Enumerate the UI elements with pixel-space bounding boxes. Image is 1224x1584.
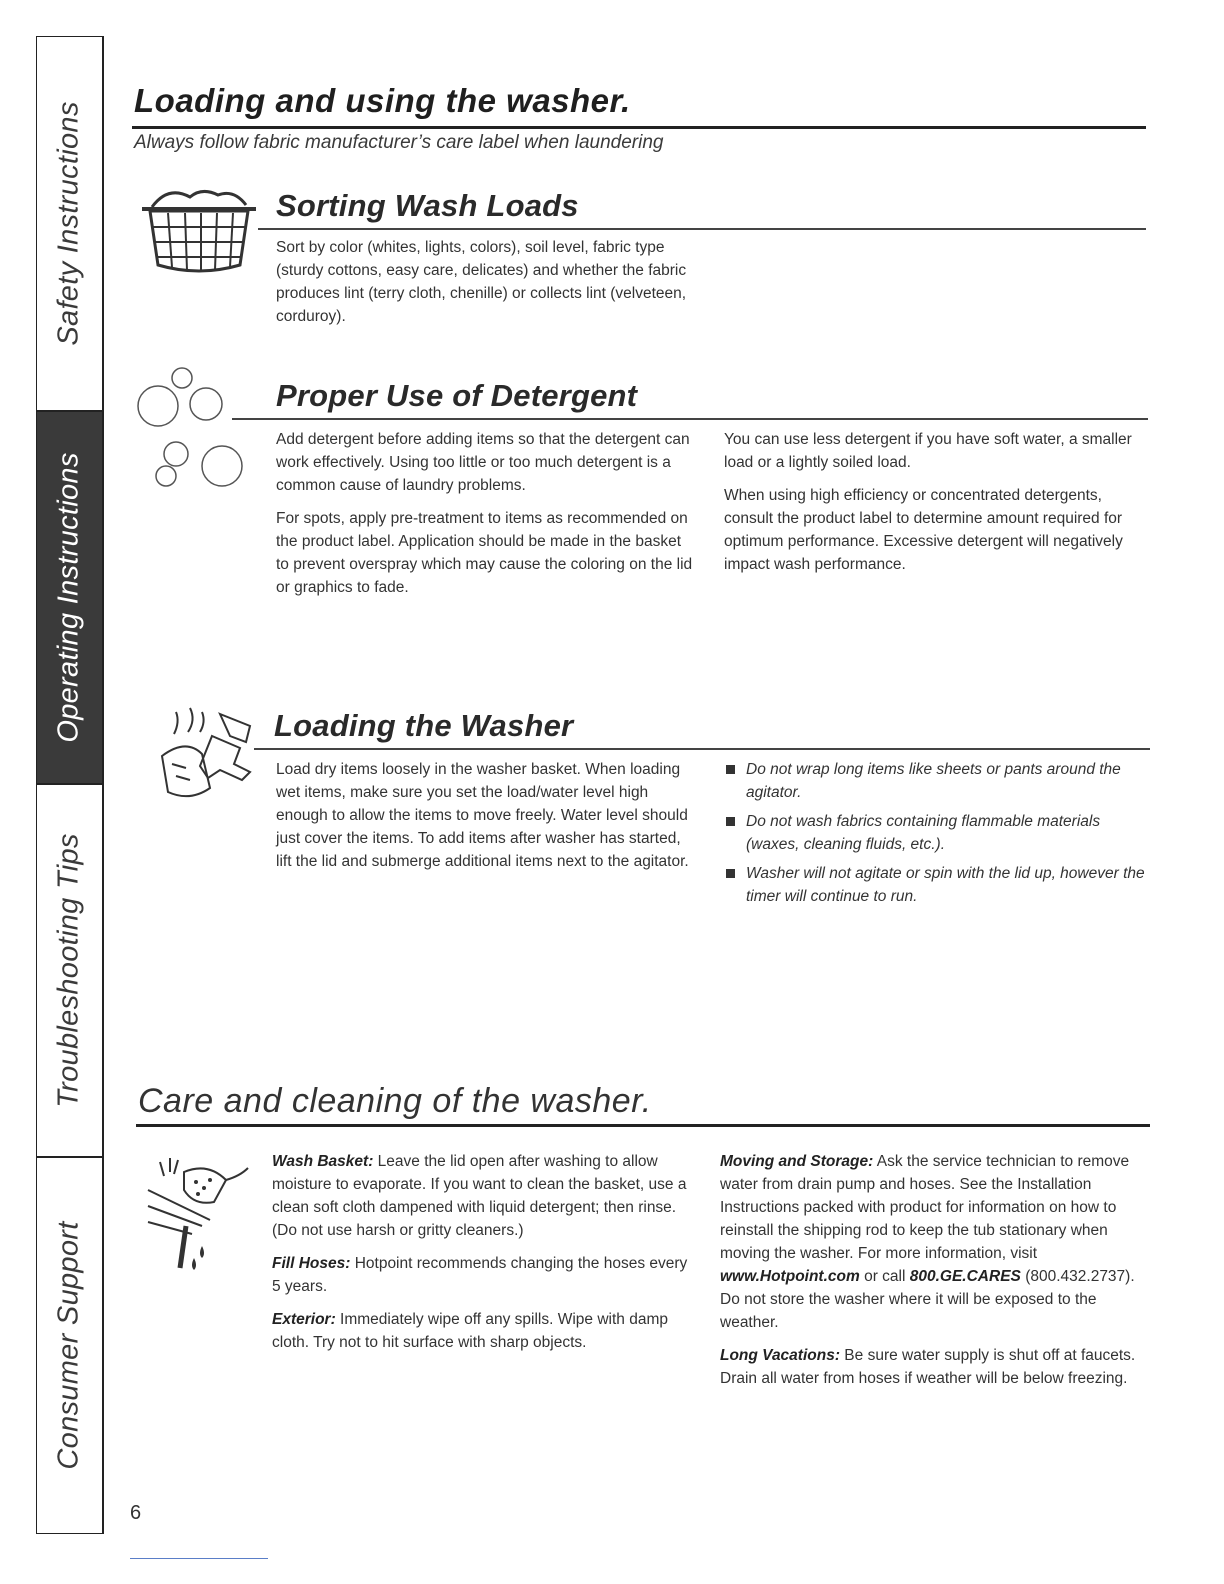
detergent-right-column: [724, 428, 1148, 586]
tab-label: Consumer Support: [53, 1221, 86, 1470]
sorting-text-block: [276, 236, 696, 338]
page-number: 6: [130, 1502, 142, 1524]
tab-consumer-support[interactable]: [36, 1157, 104, 1534]
moving-storage-label: Moving and Storage:: [720, 1153, 874, 1170]
section-heading-detergent: Proper Use of Detergent: [276, 378, 638, 413]
tab-operating-instructions[interactable]: [36, 411, 104, 784]
page-subtitle: Always follow fabric manufacturer’s care label when laundering: [134, 132, 664, 153]
exterior-paragraph: [272, 1308, 700, 1354]
exterior-label: Exterior:: [272, 1311, 336, 1328]
section-heading-loading: Loading the Washer: [274, 708, 574, 743]
wash-basket-text: Leave the lid open after washing to allow moisture to evaporate. If you want to clean the basket, use a clean soft cloth dampened with liquid detergent; then rinse. (Do not use harsh or gritty cleaners.): [272, 1153, 687, 1239]
section-rule: [232, 418, 1148, 420]
wash-basket-paragraph: [272, 1150, 700, 1242]
page-title: Loading and using the washer.: [134, 82, 631, 119]
detergent-left-column: [276, 428, 696, 609]
side-tab-nav: [36, 36, 106, 1534]
detergent-paragraph: For spots, apply pre-treatment to items as recommended on the product label. Application should be made in the basket to prevent overspray which may cause the coloring on the lid or graphics to fade.: [276, 510, 693, 596]
fill-hoses-text: Hotpoint recommends changing the hoses every 5 years.: [272, 1255, 688, 1295]
list-item: Do not wash fabrics containing flammable materials (waxes, cleaning fluids, etc.).: [724, 810, 1150, 856]
support-phone-number: 800.GE.CARES: [909, 1268, 1021, 1285]
cleaning-sponge-icon: [140, 1150, 260, 1270]
laundry-basket-icon: [138, 185, 260, 275]
detergent-paragraph: You can use less detergent if you have soft water, a smaller load or a lightly soiled load.: [724, 431, 1132, 471]
moving-storage-paragraph: [720, 1150, 1146, 1334]
long-vacations-text: Be sure water supply is shut off at faucets. Drain all water from hoses if weather will be below freezing.: [720, 1347, 1136, 1387]
wash-basket-label: Wash Basket:: [272, 1153, 374, 1170]
loading-bullet-list: [724, 758, 1150, 914]
long-vacations-paragraph: [720, 1344, 1146, 1390]
long-vacations-label: Long Vacations:: [720, 1347, 840, 1364]
care-right-column: [720, 1150, 1146, 1400]
moving-text: (800.432.2737). Do not store the washer where it will be exposed to the weather.: [720, 1268, 1135, 1331]
loading-paragraph: Load dry items loosely in the washer basket. When loading wet items, make sure you set the load/water level high enough to allow the items to move freely. Water level should just cover the items. To add items after washer has started, lift the lid and submerge additional items next to the agitator.: [276, 761, 689, 870]
moving-text: or call: [859, 1268, 910, 1285]
section-rule: [254, 748, 1150, 750]
detergent-paragraph: When using high efficiency or concentrated detergents, consult the product label to determine amount required for optimum performance. Excessive detergent will negatively impact wash performance.: [724, 487, 1123, 573]
sorting-paragraph: Sort by color (whites, lights, colors), soil level, fabric type (sturdy cottons, easy care, delicates) and whether the fabric produces lint (terry cloth, chenille) or collects lint (velveteen, corduroy).: [276, 239, 687, 325]
exterior-text: Immediately wipe off any spills. Wipe with damp cloth. Try not to hit surface with sharp objects.: [272, 1311, 668, 1351]
tab-label: Operating Instructions: [53, 452, 85, 743]
fill-hoses-paragraph: [272, 1252, 700, 1298]
footer-line: [130, 1558, 268, 1559]
bubbles-icon: [136, 364, 256, 492]
care-section-title: Care and cleaning of the washer.: [138, 1082, 652, 1120]
tab-safety-instructions[interactable]: [36, 36, 104, 411]
section-rule: [258, 228, 1146, 230]
list-item: Do not wrap long items like sheets or pants around the agitator.: [724, 758, 1150, 804]
tab-troubleshooting-tips[interactable]: [36, 784, 104, 1157]
title-rule: [132, 126, 1146, 129]
loading-text-block: [276, 758, 696, 883]
care-left-column: [272, 1150, 700, 1364]
clothes-icon: [150, 706, 270, 806]
list-item: Washer will not agitate or spin with the lid up, however the timer will continue to run.: [724, 862, 1150, 908]
moving-text: Ask the service technician to remove water from drain pump and hoses. See the Installation Instructions packed with product for information on how to reinstall the shipping rod to keep the tub stationary when moving the washer. For more information, visit: [720, 1153, 1130, 1262]
detergent-paragraph: Add detergent before adding items so that the detergent can work effectively. Using too little or too much detergent is a common cause of laundry problems.: [276, 431, 690, 494]
title-rule: [136, 1124, 1150, 1127]
hotpoint-website-link[interactable]: www.Hotpoint.com: [720, 1268, 860, 1285]
fill-hoses-label: Fill Hoses:: [272, 1255, 351, 1272]
tab-label: Safety Instructions: [53, 101, 86, 346]
tab-label: Troubleshooting Tips: [53, 833, 85, 1108]
section-heading-sorting: Sorting Wash Loads: [276, 188, 579, 223]
